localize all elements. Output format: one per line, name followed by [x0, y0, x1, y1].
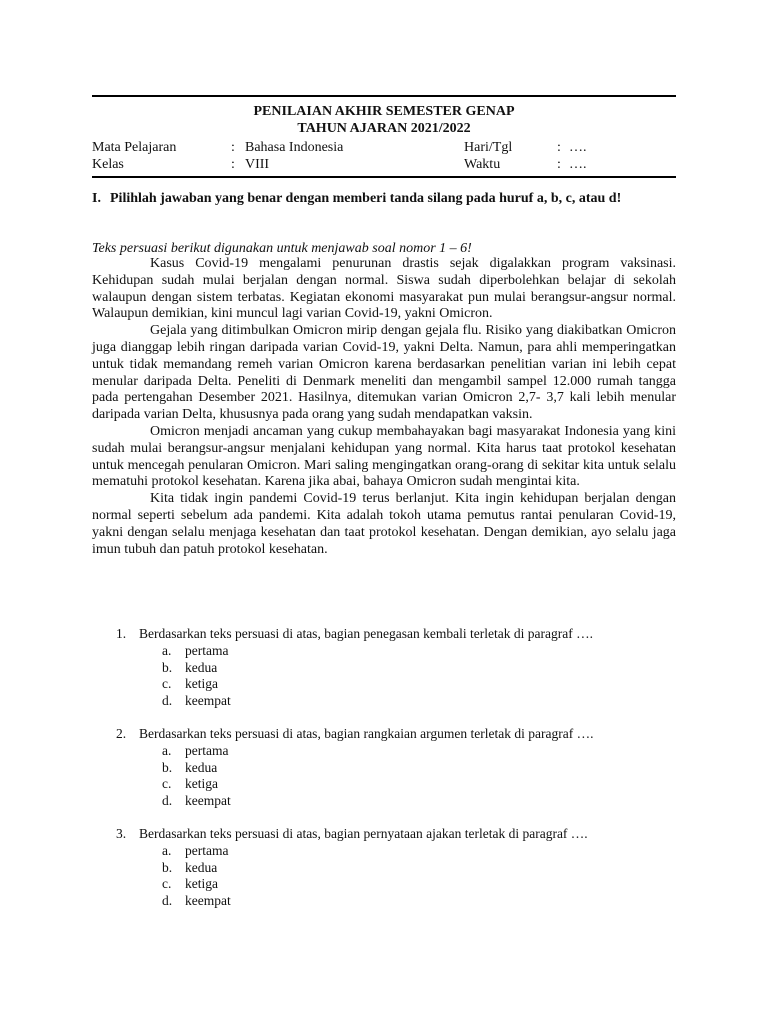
question-text: Berdasarkan teks persuasi di atas, bagian penegasan kembali terletak di paragraf ….	[139, 626, 593, 641]
option-text: keempat	[185, 793, 231, 809]
option-d[interactable]	[92, 893, 676, 910]
option-text: kedua	[185, 759, 218, 775]
option-b[interactable]	[92, 860, 676, 877]
option-a[interactable]	[92, 843, 676, 860]
option-text: keempat	[185, 893, 231, 909]
option-c[interactable]	[92, 876, 676, 893]
option-text: ketiga	[185, 776, 218, 792]
passage	[92, 256, 676, 558]
option-letter: b.	[162, 759, 173, 775]
field-class-colon: :	[231, 157, 235, 172]
option-letter: c.	[162, 876, 172, 892]
field-class-label: Kelas	[92, 157, 124, 172]
exam-title: PENILAIAN AKHIR SEMESTER GENAP	[253, 104, 515, 119]
option-letter: a.	[162, 742, 172, 758]
field-date-label: Hari/Tgl	[464, 140, 513, 155]
field-time-value: ….	[569, 157, 587, 172]
top-rule	[92, 95, 676, 97]
passage-lead: Teks persuasi berikut digunakan untuk menjawab soal nomor 1 – 6!	[92, 241, 472, 256]
option-a[interactable]	[92, 743, 676, 760]
question-text: Berdasarkan teks persuasi di atas, bagian rangkaian argumen terletak di paragraf ….	[139, 726, 594, 741]
question-stem	[92, 826, 676, 843]
field-subject-label: Mata Pelajaran	[92, 140, 177, 155]
field-date-colon: :	[557, 140, 561, 155]
question-3	[92, 826, 676, 910]
option-letter: d.	[162, 893, 173, 909]
option-letter: b.	[162, 859, 173, 875]
field-date-value: ….	[569, 140, 587, 155]
option-letter: a.	[162, 642, 172, 658]
passage-paragraph-3: Omicron menjadi ancaman yang cukup membahayakan bagi masyarakat Indonesia yang kini sudah mulai berangsur-angsur menjalani kehidupan yang normal. Kita harus taat protokol kesehatan untuk mencegah penularan Omicron. Mari saling mengingatkan orang-orang di sekitar kita untuk selalu mematuhi protokol kesehatan. Karena jika abai, bahaya Omicron sudah mengintai kita.	[92, 423, 676, 490]
option-letter: d.	[162, 793, 173, 809]
field-subject-colon: :	[231, 140, 235, 155]
question-number: 1.	[116, 626, 127, 641]
question-number: 2.	[116, 726, 127, 741]
option-letter: c.	[162, 676, 172, 692]
field-subject-value: Bahasa Indonesia	[245, 140, 344, 155]
question-stem	[92, 726, 676, 743]
option-text: ketiga	[185, 676, 218, 692]
option-b[interactable]	[92, 760, 676, 777]
option-text: pertama	[185, 742, 229, 758]
question-stem	[92, 626, 676, 643]
option-d[interactable]	[92, 693, 676, 710]
passage-paragraph-2: Gejala yang ditimbulkan Omicron mirip dengan gejala flu. Risiko yang diakibatkan Omicron juga dianggap lebih ringan daripada varian Covid-19, yakni Delta. Namun, para ahli memperingatkan untuk tidak memandang remeh varian Omicron karena berdasarkan penelitian varian ini lebih cepat menular daripada Delta. Peneliti di Denmark meneliti dan mengambil sampel 12.000 rumah tangga pada pertengahan Desember 2021. Hasilnya, ditemukan varian Omicron 2,7- 3,7 kali lebih menular daripada varian Delta, khususnya pada orang yang sudah mendapatkan vaksin.	[92, 323, 676, 423]
instruction-text: Pilihlah jawaban yang benar dengan memberi tanda silang pada huruf a, b, c, atau d!	[110, 191, 622, 206]
section-number: I.	[92, 191, 101, 206]
field-time-label: Waktu	[464, 157, 501, 172]
option-text: ketiga	[185, 876, 218, 892]
section-instruction	[92, 190, 676, 207]
option-d[interactable]	[92, 793, 676, 810]
option-letter: a.	[162, 842, 172, 858]
option-text: pertama	[185, 842, 229, 858]
question-number: 3.	[116, 826, 127, 841]
option-text: keempat	[185, 693, 231, 709]
option-c[interactable]	[92, 776, 676, 793]
option-a[interactable]	[92, 643, 676, 660]
option-text: pertama	[185, 642, 229, 658]
passage-paragraph-1: Kasus Covid-19 mengalami penurunan drastis sejak digalakkan program vaksinasi. Kehidupan sudah mulai berjalan dengan normal. Siswa sudah diperbolehkan belajar di sekolah walaupun dengan sistem terbatas. Kegiatan ekonomi masyarakat pun mulai berangsur-angsur normal. Walaupun demikian, kini muncul lagi varian Covid-19, yakni Omicron.	[92, 256, 676, 322]
option-c[interactable]	[92, 676, 676, 693]
question-text: Berdasarkan teks persuasi di atas, bagian pernyataan ajakan terletak di paragraf ….	[139, 826, 588, 841]
field-time-colon: :	[557, 157, 561, 172]
option-b[interactable]	[92, 660, 676, 677]
exam-year: TAHUN AJARAN 2021/2022	[297, 121, 471, 136]
option-letter: d.	[162, 693, 173, 709]
question-2	[92, 726, 676, 810]
passage-paragraph-4: Kita tidak ingin pandemi Covid-19 terus berlanjut. Kita ingin kehidupan berjalan dengan normal seperti sebelum ada pandemi. Kita adalah tokoh utama pemutus rantai penularan Covid-19, yakni dengan selalu menjaga kesehatan dan taat protokol kesehatan. Dengan demikian, ayo selalu jaga imun tubuh dan patuh protokol kesehatan.	[92, 491, 676, 557]
option-text: kedua	[185, 859, 218, 875]
option-text: kedua	[185, 659, 218, 675]
question-1	[92, 626, 676, 710]
header-divider	[92, 176, 676, 178]
option-letter: c.	[162, 776, 172, 792]
field-class-value: VIII	[245, 157, 270, 172]
option-letter: b.	[162, 659, 173, 675]
